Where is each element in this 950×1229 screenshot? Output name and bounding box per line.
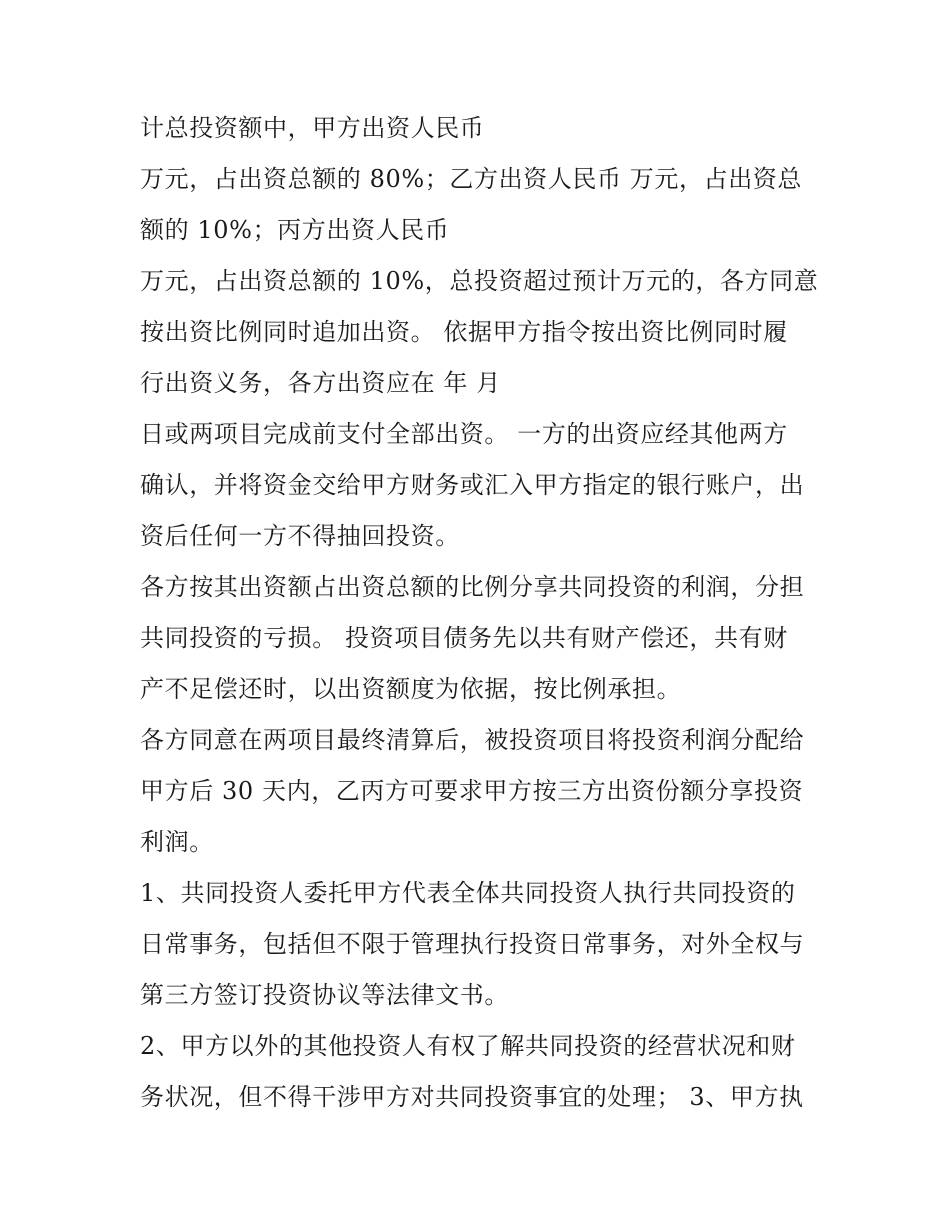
- text-line: 计总投资额中，甲方出资人民币: [140, 114, 485, 142]
- text-line: 万元，占出资总额的 10%，总投资超过预计万元的，各方同意: [140, 267, 819, 295]
- text-line: 各方同意在两项目最终清算后，被投资项目将投资利润分配给: [140, 726, 805, 754]
- text-line: 日或两项目完成前支付全部出资。 一方的出资应经其他两方: [140, 420, 788, 448]
- text-line: 务状况，但不得干涉甲方对共同投资事宜的处理； 3、甲方执: [140, 1083, 804, 1111]
- text-line: 行出资义务，各方出资应在 年 月: [140, 369, 501, 397]
- text-line: 日常事务，包括但不限于管理执行投资日常事务，对外全权与: [140, 930, 805, 958]
- text-line: 1、共同投资人委托甲方代表全体共同投资人执行共同投资的: [140, 879, 796, 907]
- text-line: 产不足偿还时，以出资额度为依据，按比例承担。: [140, 675, 682, 703]
- text-line: 利润。: [140, 828, 214, 856]
- text-line: 各方按其出资额占出资总额的比例分享共同投资的利润，分担: [140, 573, 805, 601]
- text-line: 第三方签订投资协议等法律文书。: [140, 981, 509, 1009]
- text-line: 资后任何一方不得抽回投资。: [140, 522, 460, 550]
- text-line: 共同投资的亏损。 投资项目债务先以共有财产偿还，共有财: [140, 624, 788, 652]
- text-line: 万元，占出资总额的 80%；乙方出资人民币 万元，占出资总: [140, 165, 802, 193]
- text-line: 额的 10%；丙方出资人民币: [140, 216, 450, 244]
- text-line: 甲方后 30 天内，乙丙方可要求甲方按三方出资份额分享投资: [140, 777, 804, 805]
- text-line: 确认，并将资金交给甲方财务或汇入甲方指定的银行账户，出: [140, 471, 805, 499]
- text-line: 按出资比例同时追加出资。 依据甲方指令按出资比例同时履: [140, 318, 788, 346]
- text-line: 2、甲方以外的其他投资人有权了解共同投资的经营状况和财: [140, 1032, 796, 1060]
